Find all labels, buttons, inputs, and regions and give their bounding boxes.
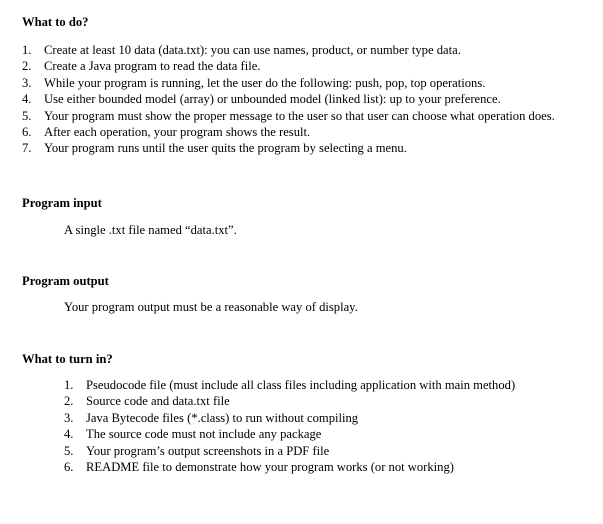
list-item-number: 6.	[22, 124, 32, 139]
list-item-number: 1.	[22, 43, 32, 57]
list-item-text: README file to demonstrate how your program works (or not working)	[86, 459, 454, 474]
list-item-number: 2.	[64, 394, 74, 409]
list-item-text: Your program must show the proper message to the user so that user can choose what operation does.	[44, 108, 555, 123]
program-input-heading: Program input	[22, 196, 102, 210]
program-output-heading: Program output	[22, 274, 109, 288]
list-item-text: Java Bytecode files (*.class) to run without compiling	[86, 410, 359, 425]
list-item-text: Create a Java program to read the data file.	[44, 59, 261, 74]
program-output-text: Your program output must be a reasonable way of display.	[64, 300, 358, 314]
what-to-do-heading: What to do?	[22, 15, 89, 29]
turn-in-heading: What to turn in?	[22, 352, 113, 366]
list-item-number: 2.	[22, 59, 32, 74]
list-item-text: Your program’s output screenshots in a PDF file	[86, 443, 330, 458]
list-item-number: 5.	[64, 443, 74, 458]
list-item-number: 1.	[64, 378, 74, 392]
list-item-number: 4.	[64, 427, 74, 442]
list-item-text: Create at least 10 data (data.txt): you can use names, product, or number type data.	[44, 43, 461, 57]
list-item-text: Pseudocode file (must include all class files including application with main method)	[86, 378, 516, 392]
list-item-number: 7.	[22, 141, 32, 156]
list-item-text: Source code and data.txt file	[86, 394, 230, 409]
list-item-text: After each operation, your program shows the result.	[44, 124, 311, 139]
list-item-number: 6.	[64, 459, 74, 474]
program-input-text: A single .txt file named “data.txt”.	[64, 223, 237, 237]
list-item-text: Your program runs until the user quits the program by selecting a menu.	[44, 141, 407, 156]
list-item-text: The source code must not include any package	[86, 427, 322, 442]
list-item-text: Use either bounded model (array) or unbounded model (linked list): up to your preference.	[44, 92, 501, 107]
list-item-number: 4.	[22, 92, 32, 107]
list-item-number: 5.	[22, 108, 32, 123]
list-item-number: 3.	[64, 410, 74, 425]
list-item-text: While your program is running, let the user do the following: push, pop, top operations.	[44, 75, 486, 90]
list-item-number: 3.	[22, 75, 32, 90]
